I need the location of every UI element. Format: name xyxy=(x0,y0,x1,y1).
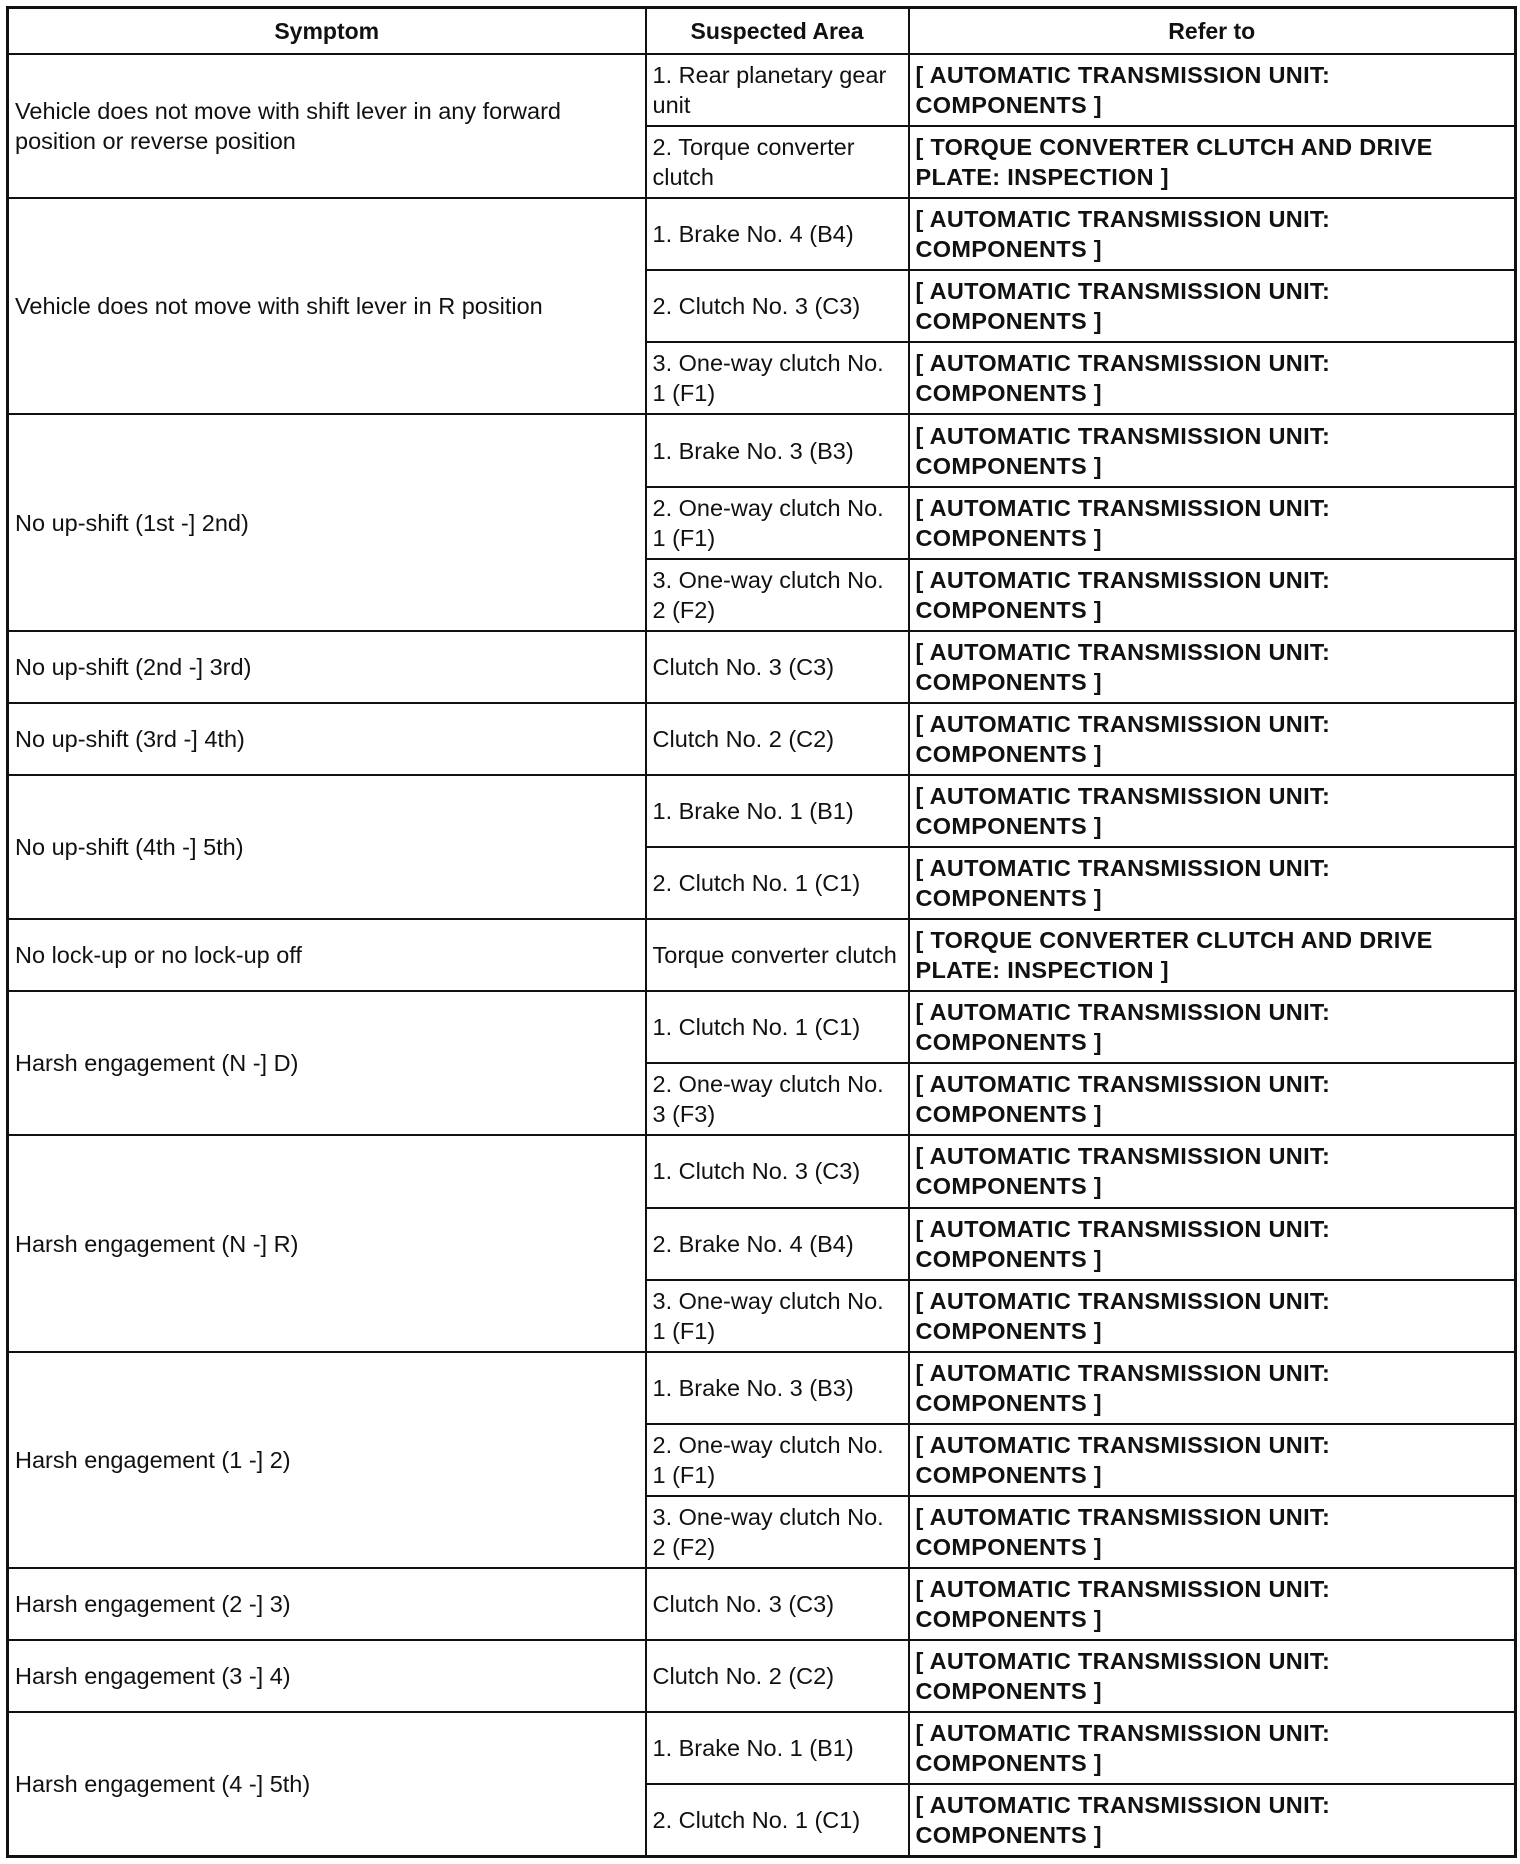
table-row xyxy=(8,991,1516,1063)
refer-to-link[interactable]: [ AUTOMATIC TRANSMISSION UNIT: COMPONENTS ] xyxy=(909,1063,1516,1135)
refer-to-link[interactable]: [ AUTOMATIC TRANSMISSION UNIT: COMPONENTS ] xyxy=(909,1135,1516,1207)
suspected-area-cell: 1. Clutch No. 3 (C3) xyxy=(646,1135,909,1207)
table-row xyxy=(8,54,1516,126)
suspected-area-cell: 1. Brake No. 1 (B1) xyxy=(646,775,909,847)
refer-to-link[interactable]: [ AUTOMATIC TRANSMISSION UNIT: COMPONENTS ] xyxy=(909,559,1516,631)
suspected-area-cell: 1. Clutch No. 1 (C1) xyxy=(646,991,909,1063)
refer-to-link[interactable]: [ AUTOMATIC TRANSMISSION UNIT: COMPONENTS ] xyxy=(909,1568,1516,1640)
symptom-cell: Harsh engagement (2 -] 3) xyxy=(8,1568,646,1640)
table-row xyxy=(8,1135,1516,1207)
refer-to-link[interactable]: [ AUTOMATIC TRANSMISSION UNIT: COMPONENTS ] xyxy=(909,198,1516,270)
table-row xyxy=(8,1352,1516,1424)
suspected-area-cell: 2. Torque converter clutch xyxy=(646,126,909,198)
refer-to-link[interactable]: [ AUTOMATIC TRANSMISSION UNIT: COMPONENTS ] xyxy=(909,775,1516,847)
suspected-area-cell: 3. One-way clutch No. 2 (F2) xyxy=(646,1496,909,1568)
symptom-cell: Harsh engagement (N -] D) xyxy=(8,991,646,1135)
suspected-area-cell: 1. Brake No. 3 (B3) xyxy=(646,1352,909,1424)
symptom-cell: Harsh engagement (3 -] 4) xyxy=(8,1640,646,1712)
refer-to-link[interactable]: [ AUTOMATIC TRANSMISSION UNIT: COMPONENTS ] xyxy=(909,847,1516,919)
suspected-area-cell: Clutch No. 2 (C2) xyxy=(646,1640,909,1712)
symptom-cell: Harsh engagement (N -] R) xyxy=(8,1135,646,1351)
suspected-area-cell: 2. Clutch No. 1 (C1) xyxy=(646,847,909,919)
table-header-row xyxy=(8,8,1516,55)
suspected-area-cell: Clutch No. 3 (C3) xyxy=(646,631,909,703)
refer-to-link[interactable]: [ AUTOMATIC TRANSMISSION UNIT: COMPONENTS ] xyxy=(909,487,1516,559)
suspected-area-cell: 2. Clutch No. 3 (C3) xyxy=(646,270,909,342)
suspected-area-cell: 3. One-way clutch No. 1 (F1) xyxy=(646,342,909,414)
refer-to-link[interactable]: [ AUTOMATIC TRANSMISSION UNIT: COMPONENTS ] xyxy=(909,270,1516,342)
suspected-area-cell: 2. One-way clutch No. 1 (F1) xyxy=(646,487,909,559)
suspected-area-cell: 2. Brake No. 4 (B4) xyxy=(646,1208,909,1280)
refer-to-link[interactable]: [ AUTOMATIC TRANSMISSION UNIT: COMPONENTS ] xyxy=(909,991,1516,1063)
refer-to-link[interactable]: [ TORQUE CONVERTER CLUTCH AND DRIVE PLATE: INSPECTION ] xyxy=(909,126,1516,198)
refer-to-link[interactable]: [ AUTOMATIC TRANSMISSION UNIT: COMPONENTS ] xyxy=(909,703,1516,775)
symptom-cell: No up-shift (1st -] 2nd) xyxy=(8,414,646,630)
refer-to-link[interactable]: [ AUTOMATIC TRANSMISSION UNIT: COMPONENTS ] xyxy=(909,1712,1516,1784)
refer-to-link[interactable]: [ AUTOMATIC TRANSMISSION UNIT: COMPONENTS ] xyxy=(909,54,1516,126)
refer-to-link[interactable]: [ AUTOMATIC TRANSMISSION UNIT: COMPONENTS ] xyxy=(909,1280,1516,1352)
suspected-area-cell: 3. One-way clutch No. 1 (F1) xyxy=(646,1280,909,1352)
header-symptom: Symptom xyxy=(8,8,646,55)
refer-to-link[interactable]: [ AUTOMATIC TRANSMISSION UNIT: COMPONENTS ] xyxy=(909,1640,1516,1712)
suspected-area-cell: 2. One-way clutch No. 3 (F3) xyxy=(646,1063,909,1135)
refer-to-link[interactable]: [ AUTOMATIC TRANSMISSION UNIT: COMPONENTS ] xyxy=(909,1424,1516,1496)
header-suspected-area: Suspected Area xyxy=(646,8,909,55)
suspected-area-cell: 2. Clutch No. 1 (C1) xyxy=(646,1784,909,1856)
refer-to-link[interactable]: [ AUTOMATIC TRANSMISSION UNIT: COMPONENTS ] xyxy=(909,414,1516,486)
symptom-cell: No up-shift (2nd -] 3rd) xyxy=(8,631,646,703)
suspected-area-cell: Clutch No. 3 (C3) xyxy=(646,1568,909,1640)
suspected-area-cell: 1. Brake No. 4 (B4) xyxy=(646,198,909,270)
table-row xyxy=(8,919,1516,991)
refer-to-link[interactable]: [ AUTOMATIC TRANSMISSION UNIT: COMPONENTS ] xyxy=(909,1496,1516,1568)
header-refer-to: Refer to xyxy=(909,8,1516,55)
refer-to-link[interactable]: [ AUTOMATIC TRANSMISSION UNIT: COMPONENTS ] xyxy=(909,1352,1516,1424)
table-row xyxy=(8,775,1516,847)
table-body xyxy=(8,54,1516,1857)
suspected-area-cell: 1. Brake No. 1 (B1) xyxy=(646,1712,909,1784)
symptom-cell: Harsh engagement (1 -] 2) xyxy=(8,1352,646,1568)
table-row xyxy=(8,414,1516,486)
table-row xyxy=(8,1640,1516,1712)
refer-to-link[interactable]: [ AUTOMATIC TRANSMISSION UNIT: COMPONENTS ] xyxy=(909,342,1516,414)
table-row xyxy=(8,703,1516,775)
refer-to-link[interactable]: [ AUTOMATIC TRANSMISSION UNIT: COMPONENTS ] xyxy=(909,631,1516,703)
symptom-cell: Harsh engagement (4 -] 5th) xyxy=(8,1712,646,1856)
symptom-cell: No up-shift (3rd -] 4th) xyxy=(8,703,646,775)
symptom-cell: No up-shift (4th -] 5th) xyxy=(8,775,646,919)
suspected-area-cell: 1. Rear planetary gear unit xyxy=(646,54,909,126)
table-row xyxy=(8,1712,1516,1784)
symptom-cell: No lock-up or no lock-up off xyxy=(8,919,646,991)
suspected-area-cell: 3. One-way clutch No. 2 (F2) xyxy=(646,559,909,631)
refer-to-link[interactable]: [ TORQUE CONVERTER CLUTCH AND DRIVE PLATE: INSPECTION ] xyxy=(909,919,1516,991)
suspected-area-cell: 1. Brake No. 3 (B3) xyxy=(646,414,909,486)
symptom-cell: Vehicle does not move with shift lever in any forward position or reverse position xyxy=(8,54,646,198)
suspected-area-cell: Torque converter clutch xyxy=(646,919,909,991)
table-row xyxy=(8,198,1516,270)
refer-to-link[interactable]: [ AUTOMATIC TRANSMISSION UNIT: COMPONENTS ] xyxy=(909,1784,1516,1856)
suspected-area-cell: 2. One-way clutch No. 1 (F1) xyxy=(646,1424,909,1496)
refer-to-link[interactable]: [ AUTOMATIC TRANSMISSION UNIT: COMPONENTS ] xyxy=(909,1208,1516,1280)
table-row xyxy=(8,1568,1516,1640)
symptom-cell: Vehicle does not move with shift lever in R position xyxy=(8,198,646,414)
table-row xyxy=(8,631,1516,703)
troubleshooting-table xyxy=(6,6,1517,1858)
suspected-area-cell: Clutch No. 2 (C2) xyxy=(646,703,909,775)
